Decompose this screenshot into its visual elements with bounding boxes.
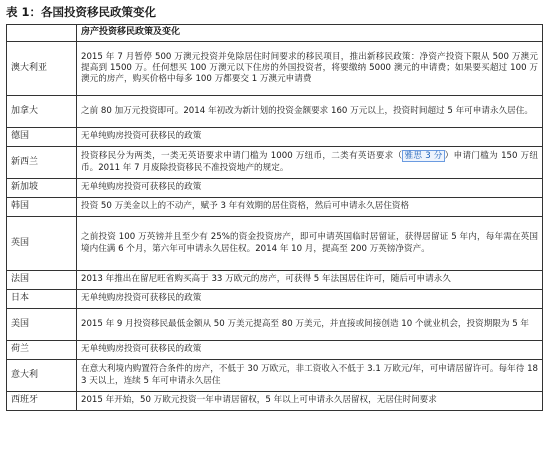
table-caption: 表 1：各国投资移民政策变化	[6, 5, 157, 19]
table-row	[7, 217, 543, 271]
policy-text-before: 投资移民分为两类，一类无英语要求申请门槛为 1000 万纽币，二类有英语要求（	[81, 151, 403, 162]
policy-cell: 2015 年 9 月投资移民最低金额从 50 万美元提高至 80 万美元，并直接或间接创造 10 个就业机会，投资期限为 5 年	[77, 309, 543, 341]
header-policy: 房产投资移民政策及变化	[77, 25, 543, 42]
policy-cell: 无单纯购房投资可获移民的政策	[77, 341, 543, 360]
policy-text-after: ）申请门槛为 150 万纽币。2011 年 7 月废除投资移民不准投资地产的规定。	[81, 151, 538, 173]
table-row	[7, 309, 543, 341]
table-header-row	[7, 25, 543, 42]
table-row	[7, 290, 543, 309]
country-cell: 韩国	[7, 198, 77, 217]
policy-cell: 在意大利境内购置符合条件的房产，不低于 30 万欧元，非工资收入不低于 3.1 万欧元/年，可申请居留许可。每年待 183 天以上，连续 5 年可申请永久居住	[77, 360, 543, 392]
country-cell: 日本	[7, 290, 77, 309]
country-cell: 英国	[7, 217, 77, 271]
country-cell: 加拿大	[7, 96, 77, 128]
country-cell: 澳大利亚	[7, 42, 77, 96]
table-row	[7, 179, 543, 198]
country-cell: 荷兰	[7, 341, 77, 360]
country-cell: 新西兰	[7, 147, 77, 179]
table-row	[7, 341, 543, 360]
table-row	[7, 128, 543, 147]
policy-cell	[77, 147, 543, 179]
table-row	[7, 96, 543, 128]
country-cell: 意大利	[7, 360, 77, 392]
policy-cell: 无单纯购房投资可获移民的政策	[77, 290, 543, 309]
policy-cell: 之前 80 加万元投资即可。2014 年初改为新计划的投资金额要求 160 万元以上，投资时间超过 5 年可申请永久居住。	[77, 96, 543, 128]
immigration-policy-table	[6, 24, 543, 411]
table-row	[7, 392, 543, 411]
country-cell: 西班牙	[7, 392, 77, 411]
table-row	[7, 147, 543, 179]
country-cell: 美国	[7, 309, 77, 341]
policy-cell: 之前投资 100 万英镑并且至少有 25%的资金投资房产，即可申请英国临时居留证，获得居留证 5 年内，每年需在英国境内住满 6 个月，第六年可申请永久居住权。2014 年 10 月，提高至 200 万英镑净资产。	[77, 217, 543, 271]
table-row	[7, 42, 543, 96]
country-cell: 法国	[7, 271, 77, 290]
policy-cell: 2015 年 7 月暂停 500 万澳元投资并免除居住时间要求的移民项目，推出新移民政策：净资产投资下限从 500 万澳元提高到 1500 万。任何想买 100 万澳元以下住房的外国投资者，将要缴纳 5000 澳元的申请费；如果要买超过 100 万澳元的房产，购买价格中每多 100 万都要交 1 万澳元申请费	[77, 42, 543, 96]
country-cell: 德国	[7, 128, 77, 147]
ielts-link[interactable]: 雅思 3 分	[404, 151, 443, 162]
table-row	[7, 198, 543, 217]
policy-cell: 2013 年推出在留尼旺省购买高于 33 万欧元的房产，可获得 5 年法国居住许可，随后可申请永久	[77, 271, 543, 290]
table-row	[7, 271, 543, 290]
table-row	[7, 360, 543, 392]
policy-cell: 无单纯购房投资可获移民的政策	[77, 179, 543, 198]
country-cell: 新加坡	[7, 179, 77, 198]
policy-cell: 2015 年开始，50 万欧元投资一年申请居留权，5 年以上可申请永久居留权，无居住时间要求	[77, 392, 543, 411]
header-country	[7, 25, 77, 42]
policy-cell: 投资 50 万美金以上的不动产，赋予 3 年有效期的居住资格，然后可申请永久居住资格	[77, 198, 543, 217]
policy-cell: 无单纯购房投资可获移民的政策	[77, 128, 543, 147]
